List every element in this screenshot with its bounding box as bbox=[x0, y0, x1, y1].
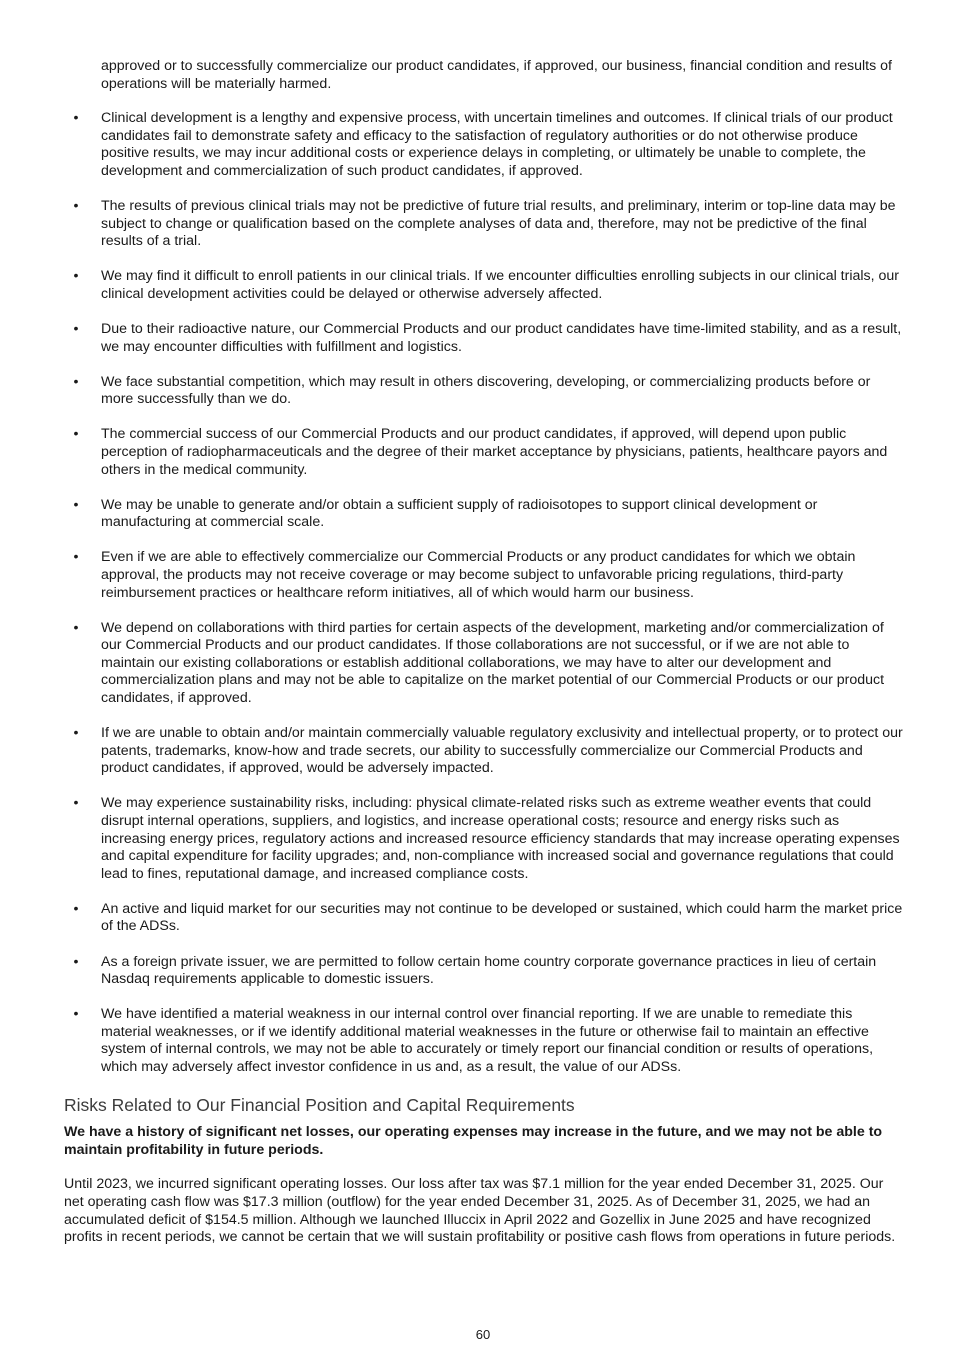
list-item bbox=[64, 725, 904, 778]
risk-factor-heading: We have a history of significant net losses, our operating expenses may increase in the future, and we may not be able to maintain profitability in future periods. bbox=[64, 1124, 883, 1158]
list-item-text: If we are unable to obtain and/or maintain commercially valuable regulatory exclusivity and intellectual property, or to protect our patents, trademarks, know-how and trade secrets, our ability to successfully commercialize our Commercial Products and product candidates, if approved, would be adversely impacted. bbox=[101, 725, 903, 777]
list-item-text: Clinical development is a lengthy and expensive process, with uncertain timelines and outcomes. If clinical trials of our product candidates fail to demonstrate safety and efficacy to the satisfaction of regulatory authorities or do not otherwise produce positive results, we may incur additional costs or experience delays in completing, or ultimately be unable to complete, the development and commercialization of such product candidates, if approved. bbox=[101, 110, 893, 179]
list-item bbox=[64, 795, 904, 883]
list-item-text: The results of previous clinical trials may not be predictive of future trial results, and preliminary, interim or top-line data may be subject to change or qualification based on the complete analyses of data and, therefore, may not be predictive of the final results of a trial. bbox=[101, 198, 896, 250]
bullet-icon: • bbox=[73, 953, 79, 970]
list-item-text: As a foreign private issuer, we are permitted to follow certain home country corporate governance practices in lieu of certain Nasdaq requirements applicable to domestic issuers. bbox=[101, 953, 877, 988]
list-item-text: Even if we are able to effectively commercialize our Commercial Products or any product candidates for which we obtain approval, the products may not receive coverage or may become subject to unfavorable pricing regulations, third-party reimbursement practices or healthcare reform initiatives, all of which would harm our business. bbox=[101, 549, 856, 601]
bullet-icon: • bbox=[73, 900, 79, 917]
list-item bbox=[64, 198, 904, 251]
list-item-text: Due to their radioactive nature, our Commercial Products and our product candidates have time-limited stability, and as a result, we may encounter difficulties with fulfillment and logistics. bbox=[101, 321, 902, 355]
list-item bbox=[64, 426, 904, 479]
bullet-icon: • bbox=[73, 373, 79, 390]
list-item-text: We may be unable to generate and/or obtain a sufficient supply of radioisotopes to support clinical development or manufacturing at commercial scale. bbox=[101, 496, 818, 531]
list-item bbox=[64, 1006, 904, 1076]
list-item-text: We may find it difficult to enroll patients in our clinical trials. If we encounter difficulties enrolling subjects in our clinical trials, our clinical development activities could be delayed or otherwise adversely affected. bbox=[101, 268, 900, 302]
bullet-icon: • bbox=[73, 619, 79, 636]
list-item-text: We depend on collaborations with third parties for certain aspects of the development, marketing and/or commercialization of our Commercial Products and our product candidates. If those collaborations are not successful, or if we are not able to maintain our existing collaborations or establish additional collaborations, we may have to alter our development and commercialization plans and may not be able to capitalize on the market potential of our Commercial Products or our product candidates, if approved. bbox=[101, 619, 885, 707]
list-item bbox=[64, 110, 904, 180]
bullet-icon: • bbox=[73, 549, 79, 566]
list-item bbox=[64, 954, 904, 989]
list-item-text: We may experience sustainability risks, including: physical climate-related risks such as extreme weather events that could disrupt internal operations, suppliers, and logistics, and increase operational costs; resource and energy risks such as increasing energy prices, regulatory actions and increased resource efficiency standards that may increase operating expenses and capital expenditure for facility upgrades; and, non-compliance with increased social and governance regulations that could lead to fines, reputational damage, and increased compliance costs. bbox=[101, 795, 900, 882]
document-page bbox=[64, 58, 904, 1247]
list-item bbox=[64, 901, 904, 936]
list-item-text: We have identified a material weakness in our internal control over financial reporting. If we are unable to remediate this material weaknesses, or if we identify additional material weaknesses in the future or otherwise fail to maintain an effective system of internal controls, we may not be able to accurately or timely report our financial condition or results of operations, which may adversely affect investor confidence in us and, as a result, the value of our ADSs. bbox=[101, 1006, 874, 1076]
list-item bbox=[64, 321, 904, 356]
bullet-icon: • bbox=[73, 795, 79, 812]
bullet-icon: • bbox=[73, 426, 79, 443]
bullet-icon: • bbox=[73, 198, 79, 215]
bullet-icon: • bbox=[73, 725, 79, 742]
bullet-icon: • bbox=[73, 1006, 79, 1023]
continuation-paragraph: approved or to successfully commercialize our product candidates, if approved, our business, financial condition and results of operations will be materially harmed. bbox=[101, 58, 892, 92]
page-number: 60 bbox=[475, 1327, 491, 1342]
bullet-icon: • bbox=[73, 268, 79, 285]
list-item bbox=[64, 620, 904, 708]
body-paragraph: Until 2023, we incurred significant operating losses. Our loss after tax was $7.1 million for the year ended December 31, 2025. Our net operating cash flow was $17.3 million (outflow) for the year ended December 31, 2025. As of December 31, 2025, we had an accumulated deficit of $154.5 million. Although we launched Illuccix in April 2022 and Gozellix in June 2025 and have recognized profits in recent periods, we cannot be certain that we will sustain profitability or positive cash flows from operations in future periods. bbox=[64, 1176, 896, 1246]
list-item-text: We face substantial competition, which may result in others discovering, developing, or commercializing products before or more successfully than we do. bbox=[101, 373, 871, 408]
bullet-icon: • bbox=[73, 496, 79, 513]
list-item bbox=[64, 497, 904, 532]
list-item-text: The commercial success of our Commercial Products and our product candidates, if approved, will depend upon public perception of radiopharmaceuticals and the degree of their market acceptance by physicians, patients, healthcare payors and others in the medical community. bbox=[101, 426, 888, 478]
section-heading: Risks Related to Our Financial Position and Capital Requirements bbox=[64, 1095, 575, 1116]
list-item bbox=[64, 374, 904, 409]
list-item bbox=[64, 268, 904, 303]
list-item-text: An active and liquid market for our securities may not continue to be developed or sustained, which could harm the market price of the ADSs. bbox=[101, 900, 903, 935]
risk-bullet-list bbox=[64, 110, 904, 1076]
bullet-icon: • bbox=[73, 110, 79, 127]
list-item bbox=[64, 549, 904, 602]
bullet-icon: • bbox=[73, 321, 79, 338]
